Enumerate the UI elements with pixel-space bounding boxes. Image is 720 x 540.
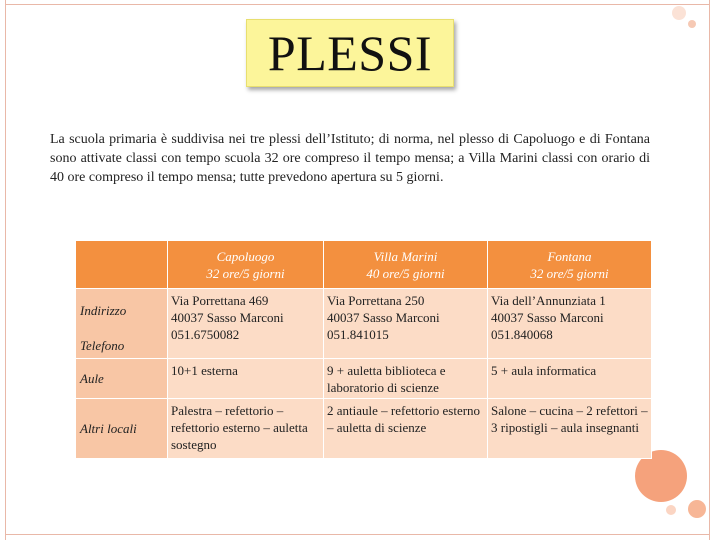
intro-paragraph: La scuola primaria è suddivisa nei tre plessi dell’Istituto; di norma, nel plesso di Capoluogo e di Fontana sono attivate classi con tempo scuola 32 ore compreso il tempo mensa; a Villa Marini classi con orario di 40 ore compreso il tempo mensa; tutte prevedono apertura su 5 giorni. <box>50 132 650 185</box>
frame-bottom-border <box>5 534 710 535</box>
decorative-circle <box>688 500 706 518</box>
table-row-aule <box>76 359 652 399</box>
table-corner-cell <box>76 241 168 289</box>
address-street: Via dell’Annunziata 1 <box>491 293 606 308</box>
header-hours: 32 ore/5 giorni <box>530 265 609 281</box>
header-villa-marini <box>324 241 488 289</box>
address-street: Via Porrettana 469 <box>171 293 269 308</box>
altri-locali-capoluogo: Palestra – refettorio – refettorio esterno – auletta sostegno <box>168 399 324 459</box>
phone-number: 051.841015 <box>327 327 389 342</box>
plessi-table <box>75 240 652 459</box>
header-capoluogo <box>168 241 324 289</box>
table-header-row <box>76 241 652 289</box>
phone-number: 051.840068 <box>491 327 553 342</box>
decorative-circle <box>688 20 696 28</box>
header-fontana <box>488 241 652 289</box>
aule-fontana: 5 + aula informatica <box>488 359 652 399</box>
frame-top-border <box>5 4 710 5</box>
label-altri-locali: Altri locali <box>76 399 168 459</box>
address-city: 40037 Sasso Marconi <box>491 310 604 325</box>
address-street: Via Porrettana 250 <box>327 293 425 308</box>
contact-villa-marini <box>324 289 488 359</box>
page-title: PLESSI <box>267 25 433 81</box>
frame-left-border <box>5 0 6 540</box>
header-hours: 32 ore/5 giorni <box>206 265 285 281</box>
table-row-altri-locali <box>76 399 652 459</box>
frame-right-border <box>709 0 710 540</box>
aule-capoluogo: 10+1 esterna <box>168 359 324 399</box>
altri-locali-fontana: Salone – cucina – 2 refettori – 3 ripostigli – aula insegnanti <box>488 399 652 459</box>
row-label-indirizzo-telefono <box>76 289 168 359</box>
table-row-contact <box>76 289 652 359</box>
contact-capoluogo <box>168 289 324 359</box>
decorative-circle <box>672 6 686 20</box>
address-city: 40037 Sasso Marconi <box>327 310 440 325</box>
label-telefono: Telefono <box>80 337 125 353</box>
contact-fontana <box>488 289 652 359</box>
label-aule: Aule <box>76 359 168 399</box>
label-indirizzo: Indirizzo <box>80 302 127 318</box>
altri-locali-villa-marini: 2 antiaule – refettorio esterno – auletta di scienze <box>324 399 488 459</box>
header-hours: 40 ore/5 giorni <box>366 265 445 281</box>
header-name: Villa Marini <box>373 248 438 264</box>
title-box <box>246 19 454 87</box>
aule-villa-marini: 9 + auletta biblioteca e laboratorio di scienze <box>324 359 488 399</box>
phone-number: 051.6750082 <box>171 327 240 342</box>
header-name: Fontana <box>547 248 592 264</box>
decorative-circle <box>666 505 676 515</box>
header-name: Capoluogo <box>216 248 275 264</box>
address-city: 40037 Sasso Marconi <box>171 310 284 325</box>
